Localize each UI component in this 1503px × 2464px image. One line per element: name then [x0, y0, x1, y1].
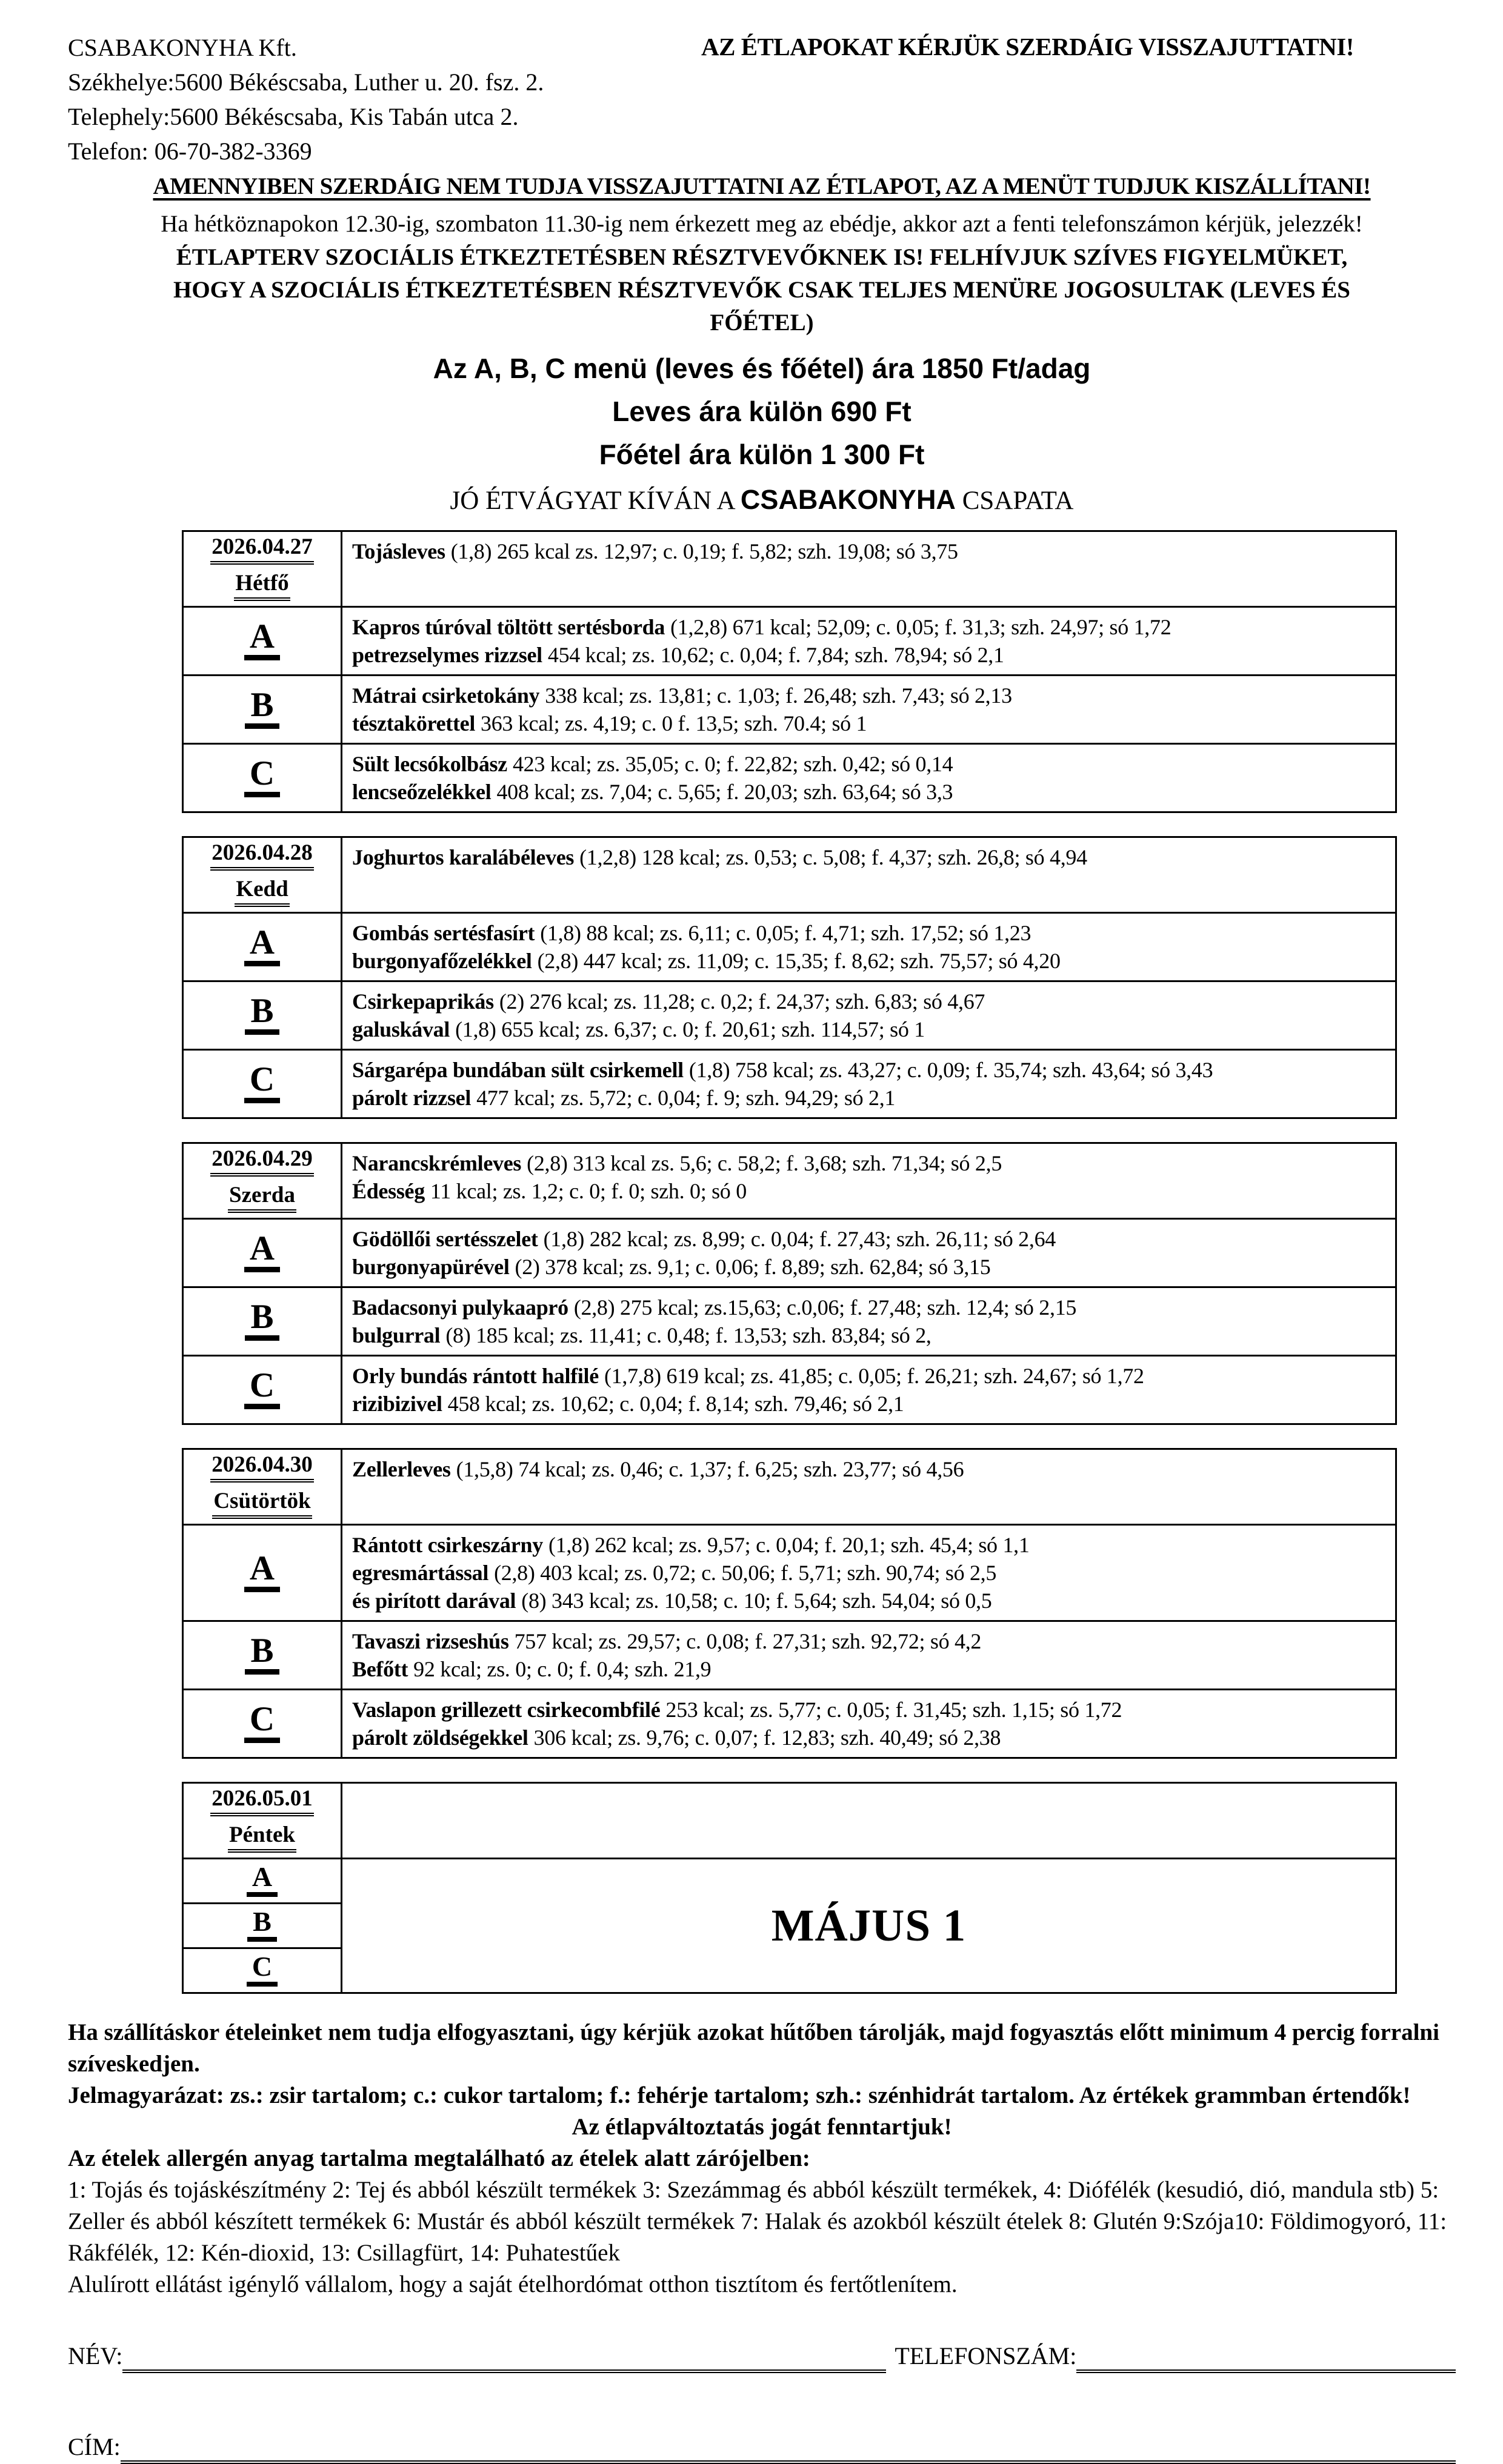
dish-line — [352, 1149, 1384, 1177]
allergen-list: 1: Tojás és tojáskészítmény 2: Tej és abból készült termékek 3: Szezámmag és abból készült termékek, 4: Diófélék (kesudió, dió, mandula stb) 5: Zeller és abból készített termékek 6: Mustár és abból készült termékek 7: Halak és azokból készült ételek 8: Glutén 9:Szója10: Földimogyoró, 11: Rákfélék, 12: Kén-dioxid, 13: Csillagfürt, 14: Puhatestűek — [68, 2177, 1447, 2266]
dish-name: tésztakörettel — [352, 711, 476, 736]
company-block — [68, 30, 701, 168]
dish-line — [352, 537, 1384, 565]
dish-name: Befőtt — [352, 1657, 408, 1681]
table-row — [183, 1287, 1396, 1356]
menu-table-friday — [182, 1782, 1397, 1994]
table-row — [183, 1219, 1396, 1287]
dish-line — [352, 682, 1384, 709]
dish-cell — [342, 744, 1396, 812]
legend: Jelmagyarázat: zs.: zsir tartalom; c.: cukor tartalom; f.: fehérje tartalom; szh.: szénhidrát tartalom. Az értékek grammban értendők! — [68, 2082, 1411, 2108]
dish-details: (1,7,8) 619 kcal; zs. 41,85; c. 0,05; f. 26,21; szh. 24,67; só 1,72 — [604, 1364, 1144, 1388]
dish-details: 454 kcal; zs. 10,62; c. 0,04; f. 7,84; szh. 78,94; só 2,1 — [547, 643, 1004, 667]
option-letter: C — [244, 1368, 280, 1409]
dish-details: (1,8) 262 kcal; zs. 9,57; c. 0,04; f. 20,1; szh. 45,4; só 1,1 — [548, 1533, 1030, 1557]
dish-line — [352, 778, 1384, 806]
dish-name: Édesség — [352, 1179, 425, 1203]
dish-details: (1,2,8) 128 kcal; zs. 0,53; c. 5,08; f. 4,37; szh. 26,8; só 4,94 — [579, 845, 1087, 869]
price-block — [68, 354, 1456, 468]
table-row — [183, 1783, 1396, 1859]
option-cell — [183, 1690, 342, 1758]
greeting-prefix: JÓ ÉTVÁGYAT KÍVÁN A — [450, 486, 741, 515]
dish-name: galuskával — [352, 1017, 450, 1041]
dish-line — [352, 843, 1384, 871]
option-letter: C — [244, 1702, 280, 1743]
dish-line — [352, 1015, 1384, 1043]
table-row — [183, 607, 1396, 676]
dish-line — [352, 1321, 1384, 1349]
dish-name: Mátrai csirketokány — [352, 683, 540, 708]
date-label: 2026.04.29 — [210, 1146, 314, 1177]
dish-name: bulgurral — [352, 1323, 441, 1347]
soup-cell — [342, 1143, 1396, 1219]
dish-details: (1,8) 265 kcal zs. 12,97; c. 0,19; f. 5,82; szh. 19,08; só 3,75 — [450, 539, 958, 563]
dish-details: 423 kcal; zs. 35,05; c. 0; f. 22,82; szh. 0,42; só 0,14 — [512, 752, 953, 776]
day-label: Hétfő — [234, 571, 290, 601]
dish-name: Narancskrémleves — [352, 1151, 522, 1175]
dish-line — [352, 1084, 1384, 1112]
dish-name: Rántott csirkeszárny — [352, 1533, 543, 1557]
name-phone-row — [68, 2340, 1456, 2373]
address-blank-line — [121, 2435, 1456, 2464]
dish-cell — [342, 607, 1396, 676]
dish-details: (2,8) 447 kcal; zs. 11,09; c. 15,35; f. 8,62; szh. 75,57; só 4,20 — [537, 949, 1061, 973]
option-cell — [183, 744, 342, 812]
option-cell — [183, 913, 342, 981]
date-cell — [183, 1783, 342, 1859]
day-label: Kedd — [235, 877, 289, 907]
dish-name: párolt rizzsel — [352, 1086, 472, 1110]
company-seat-address: Székhelye:5600 Békéscsaba, Luther u. 20. fsz. 2. — [68, 68, 544, 96]
day-label: Csütörtök — [212, 1489, 312, 1519]
dish-cell — [342, 676, 1396, 744]
menu-table-monday — [182, 530, 1397, 813]
greeting-suffix: CSAPATA — [955, 486, 1074, 515]
dish-cell — [342, 1690, 1396, 1758]
option-letter: B — [245, 688, 279, 729]
dish-name: Csirkepaprikás — [352, 989, 494, 1014]
dish-line — [352, 613, 1384, 641]
dish-name: párolt zöldségekkel — [352, 1725, 528, 1750]
dish-line — [352, 641, 1384, 669]
menu-table-tuesday — [182, 836, 1397, 1119]
address-label: CÍM: — [68, 2433, 121, 2460]
phone-label: TELEFONSZÁM: — [895, 2342, 1077, 2369]
date-label: 2026.04.30 — [210, 1452, 314, 1483]
dish-name: Gödöllői sertésszelet — [352, 1227, 538, 1251]
option-cell — [183, 1621, 342, 1690]
dish-cell — [342, 981, 1396, 1050]
dish-details: (1,8) 282 kcal; zs. 8,99; c. 0,04; f. 27,43; szh. 26,11; só 2,64 — [543, 1227, 1056, 1251]
return-notice: AZ ÉTLAPOKAT KÉRJÜK SZERDÁIG VISSZAJUTTATNI! — [701, 33, 1354, 61]
change-notice: Az étlapváltoztatás jogát fenntartjuk! — [572, 2114, 952, 2140]
table-row — [183, 837, 1396, 913]
dish-details: 757 kcal; zs. 29,57; c. 0,08; f. 27,31; szh. 92,72; só 4,2 — [514, 1629, 982, 1653]
option-letter: A — [244, 1231, 280, 1272]
main-course-price: Főétel ára külön 1 300 Ft — [599, 439, 925, 470]
dish-details: 477 kcal; zs. 5,72; c. 0,04; f. 9; szh. 94,29; só 2,1 — [476, 1086, 896, 1110]
dish-line — [352, 919, 1384, 947]
option-cell — [183, 1525, 342, 1621]
dish-line — [352, 988, 1384, 1015]
option-letter: A — [244, 619, 280, 660]
table-row — [183, 1050, 1396, 1118]
dish-line — [352, 750, 1384, 778]
dish-name: rizibizivel — [352, 1392, 442, 1416]
soup-cell — [342, 531, 1396, 607]
option-letter: C — [244, 1062, 280, 1103]
dish-cell — [342, 1356, 1396, 1424]
table-row — [183, 981, 1396, 1050]
option-cell — [183, 1859, 342, 1904]
date-cell — [183, 1143, 342, 1219]
dish-line — [352, 1177, 1384, 1205]
table-row — [183, 1356, 1396, 1424]
allergen-title: Az ételek allergén anyag tartalma megtalálható az ételek alatt zárójelben: — [68, 2145, 810, 2171]
dish-details: (1,5,8) 74 kcal; zs. 0,46; c. 1,37; f. 6,25; szh. 23,77; só 4,56 — [456, 1457, 964, 1481]
dish-details: (8) 185 kcal; zs. 11,41; c. 0,48; f. 13,53; szh. 83,84; só 2, — [445, 1323, 931, 1347]
option-cell — [183, 1948, 342, 1993]
dish-name: Sült lecsókolbász — [352, 752, 507, 776]
dish-line — [352, 1056, 1384, 1084]
dish-details: 253 kcal; zs. 5,77; c. 0,05; f. 31,45; szh. 1,15; só 1,72 — [665, 1698, 1122, 1722]
dish-name: Vaslapon grillezett csirkecombfilé — [352, 1698, 661, 1722]
soup-cell — [342, 1449, 1396, 1525]
table-row — [183, 676, 1396, 744]
dish-details: (1,2,8) 671 kcal; 52,09; c. 0,05; f. 31,3; szh. 24,97; só 1,72 — [670, 615, 1171, 639]
dish-line — [352, 1696, 1384, 1724]
menu-price: Az A, B, C menü (leves és főétel) ára 1850 Ft/adag — [433, 353, 1091, 384]
dish-details: (2) 276 kcal; zs. 11,28; c. 0,2; f. 24,37; szh. 6,83; só 4,67 — [499, 989, 985, 1014]
dish-details: (2,8) 313 kcal zs. 5,6; c. 58,2; f. 3,68; szh. 71,34; só 2,5 — [527, 1151, 1002, 1175]
table-row — [183, 1525, 1396, 1621]
table-row — [183, 1859, 1396, 1904]
dish-line — [352, 1253, 1384, 1281]
dish-cell — [342, 1621, 1396, 1690]
dish-name: Zellerleves — [352, 1457, 451, 1481]
dish-name: lencseőzelékkel — [352, 780, 492, 804]
table-row — [183, 1143, 1396, 1219]
option-cell — [183, 981, 342, 1050]
dish-details: 11 kcal; zs. 1,2; c. 0; f. 0; szh. 0; só 0 — [430, 1179, 747, 1203]
social-catering-notice: ÉTLAPTERV SZOCIÁLIS ÉTKEZTETÉSBEN RÉSZTVEVŐKNEK IS! FELHÍVJUK SZÍVES FIGYELMÜKET, HOGY A SZOCIÁLIS ÉTKEZTETÉSBEN RÉSZTVEVŐK CSAK TELJES MENÜRE JOGOSULTAK (LEVES ÉS FŐÉTEL) — [173, 244, 1350, 336]
dish-line — [352, 1225, 1384, 1253]
table-row — [183, 531, 1396, 607]
date-label: 2026.04.27 — [210, 534, 314, 565]
dish-name: Kapros túróval töltött sertésborda — [352, 615, 665, 639]
dish-details: 363 kcal; zs. 4,19; c. 0 f. 13,5; szh. 70.4; só 1 — [481, 711, 867, 736]
dish-details: (2,8) 403 kcal; zs. 0,72; c. 50,06; f. 5,71; szh. 90,74; só 2,5 — [494, 1561, 997, 1585]
dish-cell — [342, 1050, 1396, 1118]
option-cell — [183, 607, 342, 676]
option-letter: C — [244, 756, 280, 797]
menu-table-wednesday — [182, 1142, 1397, 1425]
dish-name: Badacsonyi pulykaapró — [352, 1295, 568, 1320]
option-letter: B — [245, 1633, 279, 1675]
dish-details: 338 kcal; zs. 13,81; c. 1,03; f. 26,48; szh. 7,43; só 2,13 — [545, 683, 1012, 708]
dish-details: (1,8) 88 kcal; zs. 6,11; c. 0,05; f. 4,71; szh. 17,52; só 1,23 — [540, 921, 1031, 945]
dish-name: és pirított darával — [352, 1589, 516, 1613]
dish-cell — [342, 1287, 1396, 1356]
option-cell — [183, 676, 342, 744]
dish-details: 92 kcal; zs. 0; c. 0; f. 0,4; szh. 21,9 — [413, 1657, 712, 1681]
dish-cell — [342, 1525, 1396, 1621]
dish-name: burgonyapürével — [352, 1255, 510, 1279]
dish-name: Gombás sertésfasírt — [352, 921, 535, 945]
dish-line — [352, 1655, 1384, 1683]
dish-details: (2,8) 275 kcal; zs.15,63; c.0,06; f. 27,48; szh. 12,4; só 2,15 — [573, 1295, 1077, 1320]
dish-line — [352, 1724, 1384, 1752]
dish-line — [352, 1559, 1384, 1587]
dish-details: (8) 343 kcal; zs. 10,58; c. 10; f. 5,64; szh. 54,04; só 0,5 — [521, 1589, 992, 1613]
dish-line — [352, 1390, 1384, 1418]
dish-name: Tavaszi rizseshús — [352, 1629, 509, 1653]
dish-cell — [342, 913, 1396, 981]
company-name: CSABAKONYHA Kft. — [68, 34, 297, 61]
option-letter: B — [247, 1907, 277, 1942]
option-cell — [183, 1356, 342, 1424]
date-cell — [183, 531, 342, 607]
dish-line — [352, 947, 1384, 975]
dish-details: 458 kcal; zs. 10,62; c. 0,04; f. 8,14; szh. 79,46; só 2,1 — [447, 1392, 904, 1416]
dish-details: (2) 378 kcal; zs. 9,1; c. 0,06; f. 8,89; szh. 62,84; só 3,15 — [515, 1255, 991, 1279]
option-letter: C — [247, 1952, 278, 1987]
dish-name: petrezselymes rizzsel — [352, 643, 542, 667]
soup-price: Leves ára külön 690 Ft — [612, 396, 911, 427]
day-label: Szerda — [228, 1183, 296, 1213]
name-blank-line — [122, 2344, 886, 2373]
option-letter: B — [245, 994, 279, 1035]
table-row — [183, 913, 1396, 981]
dish-name: Sárgarépa bundában sült csirkemell — [352, 1058, 684, 1082]
soup-cell — [342, 837, 1396, 913]
table-row — [183, 1621, 1396, 1690]
day-label: Péntek — [228, 1822, 296, 1853]
dish-details: 408 kcal; zs. 7,04; c. 5,65; f. 20,03; szh. 63,64; só 3,3 — [496, 780, 953, 804]
name-label: NÉV: — [68, 2342, 123, 2369]
dish-cell — [342, 1219, 1396, 1287]
table-row — [183, 1690, 1396, 1758]
option-letter: A — [244, 1551, 280, 1592]
brand-name: CSABAKONYHA — [740, 484, 956, 515]
late-lunch-notice: Ha hétköznapokon 12.30-ig, szombaton 11.30-ig nem érkezett meg az ebédje, akkor azt a fenti telefonszámon kérjük, jelezzék! — [161, 211, 1363, 237]
soup-cell — [342, 1783, 1396, 1859]
table-row — [183, 744, 1396, 812]
dish-line — [352, 1362, 1384, 1390]
declaration: Alulírott ellátást igénylő vállalom, hogy a saját ételhordómat otthon tisztítom és fertőtlenítem. — [68, 2271, 958, 2297]
option-letter: A — [244, 925, 280, 966]
table-row — [183, 1449, 1396, 1525]
option-letter: A — [247, 1862, 278, 1897]
phone-blank-line — [1076, 2344, 1456, 2373]
storage-notice: Ha szállításkor ételeinket nem tudja elfogyasztani, úgy kérjük azokat hűtőben tárolják, majd fogyasztás előtt minimum 4 percig forralni szíveskedjen. — [68, 2019, 1439, 2077]
dish-details: 306 kcal; zs. 9,76; c. 0,07; f. 12,83; szh. 40,49; só 2,38 — [533, 1725, 1001, 1750]
dish-name: Tojásleves — [352, 539, 445, 563]
dish-line — [352, 1293, 1384, 1321]
dish-line — [352, 1627, 1384, 1655]
date-cell — [183, 1449, 342, 1525]
greeting-line — [68, 484, 1456, 516]
dish-name: Joghurtos karalábéleves — [352, 845, 575, 869]
deadline-warning: AMENNYIBEN SZERDÁIG NEM TUDJA VISSZAJUTTATNI AZ ÉTLAPOT, AZ A MENÜT TUDJUK KISZÁLLÍTANI! — [153, 173, 1371, 199]
company-phone: Telefon: 06-70-382-3369 — [68, 138, 312, 165]
holiday-label: MÁJUS 1 — [342, 1859, 1396, 1993]
dish-line — [352, 1455, 1384, 1483]
dish-line — [352, 1587, 1384, 1615]
date-label: 2026.04.28 — [210, 840, 314, 871]
header — [68, 30, 1456, 168]
option-cell — [183, 1287, 342, 1356]
address-row — [68, 2431, 1456, 2464]
option-cell — [183, 1904, 342, 1948]
option-cell — [183, 1219, 342, 1287]
footer — [68, 2017, 1456, 2464]
dish-line — [352, 709, 1384, 737]
menu-table-thursday — [182, 1448, 1397, 1759]
dish-line — [352, 1531, 1384, 1559]
dish-details: (1,8) 758 kcal; zs. 43,27; c. 0,09; f. 35,74; szh. 43,64; só 3,43 — [688, 1058, 1213, 1082]
dish-name: burgonyafőzelékkel — [352, 949, 532, 973]
option-letter: B — [245, 1300, 279, 1341]
dish-name: egresmártással — [352, 1561, 489, 1585]
date-cell — [183, 837, 342, 913]
date-label: 2026.05.01 — [210, 1786, 314, 1816]
dish-details: (1,8) 655 kcal; zs. 6,37; c. 0; f. 20,61; szh. 114,57; só 1 — [455, 1017, 925, 1041]
option-cell — [183, 1050, 342, 1118]
company-site-address: Telephely:5600 Békéscsaba, Kis Tabán utca 2. — [68, 103, 519, 130]
dish-name: Orly bundás rántott halfilé — [352, 1364, 599, 1388]
